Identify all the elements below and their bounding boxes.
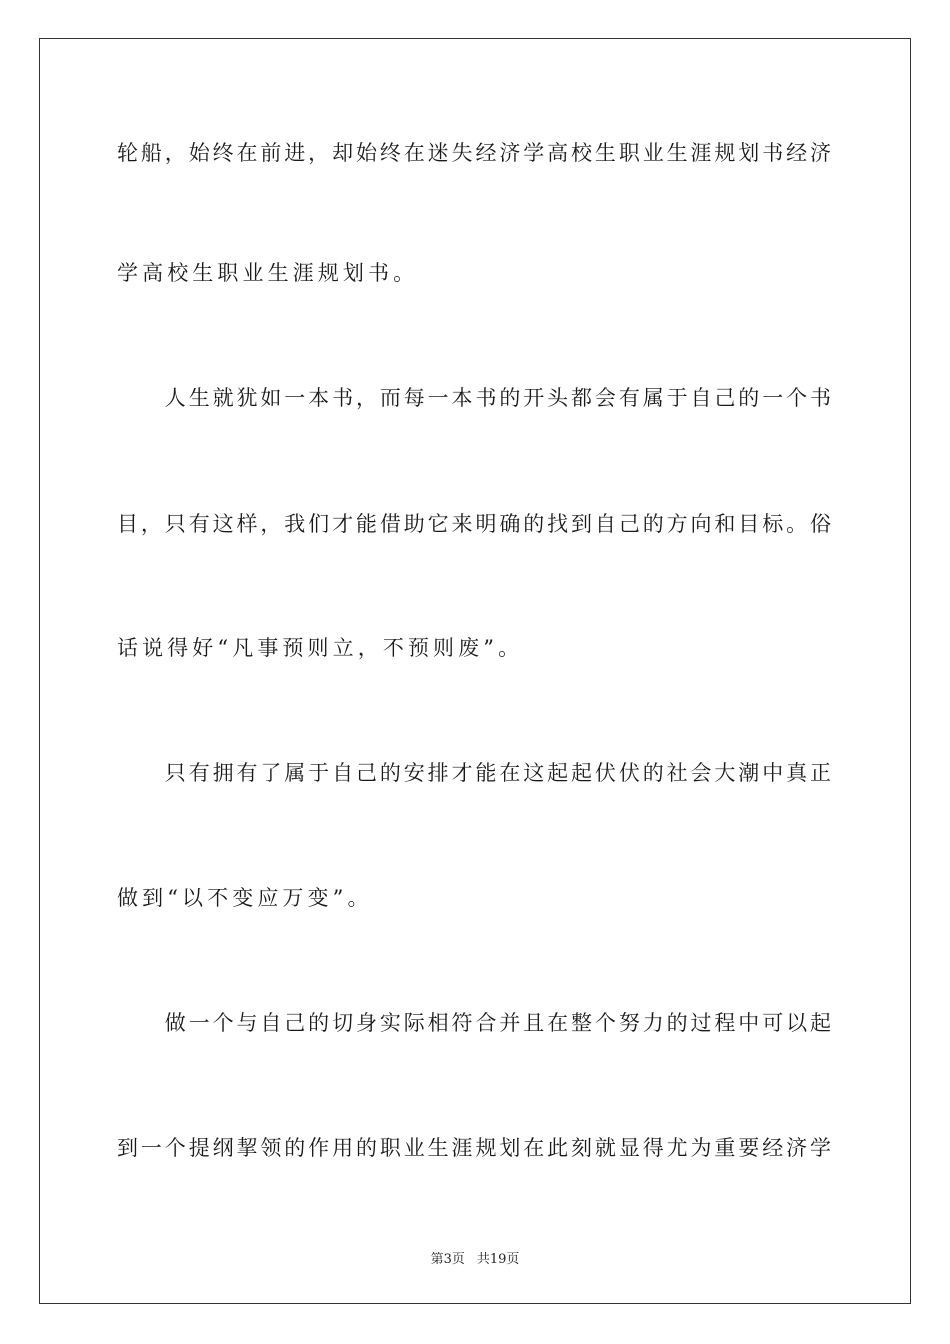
body-text-line-2: 学高校生职业生涯规划书。 <box>117 261 419 285</box>
body-text-line-9: 到一个提纲挈领的作用的职业生涯规划在此刻就显得尤为重要经济学 <box>117 1136 831 1160</box>
page-number: 第3页 <box>430 1252 465 1267</box>
body-text-line-8: 做一个与自己的切身实际相符合并且在整个努力的过程中可以起 <box>117 1011 831 1035</box>
body-text-line-7: 做到“以不变应万变”。 <box>117 886 373 910</box>
page-border <box>39 38 911 1304</box>
page-total: 共19页 <box>476 1252 520 1267</box>
body-text-line-3: 人生就犹如一本书，而每一本书的开头都会有属于自己的一个书 <box>117 386 831 410</box>
body-text-line-5: 话说得好“凡事预则立，不预则废”。 <box>117 636 524 660</box>
page-footer <box>0 1248 950 1267</box>
body-text-line-6: 只有拥有了属于自己的安排才能在这起起伏伏的社会大潮中真正 <box>117 761 831 785</box>
body-text-line-1: 轮船，始终在前进，却始终在迷失经济学高校生职业生涯规划书经济 <box>117 141 831 165</box>
body-text-line-4: 目，只有这样，我们才能借助它来明确的找到自己的方向和目标。俗 <box>117 512 831 536</box>
